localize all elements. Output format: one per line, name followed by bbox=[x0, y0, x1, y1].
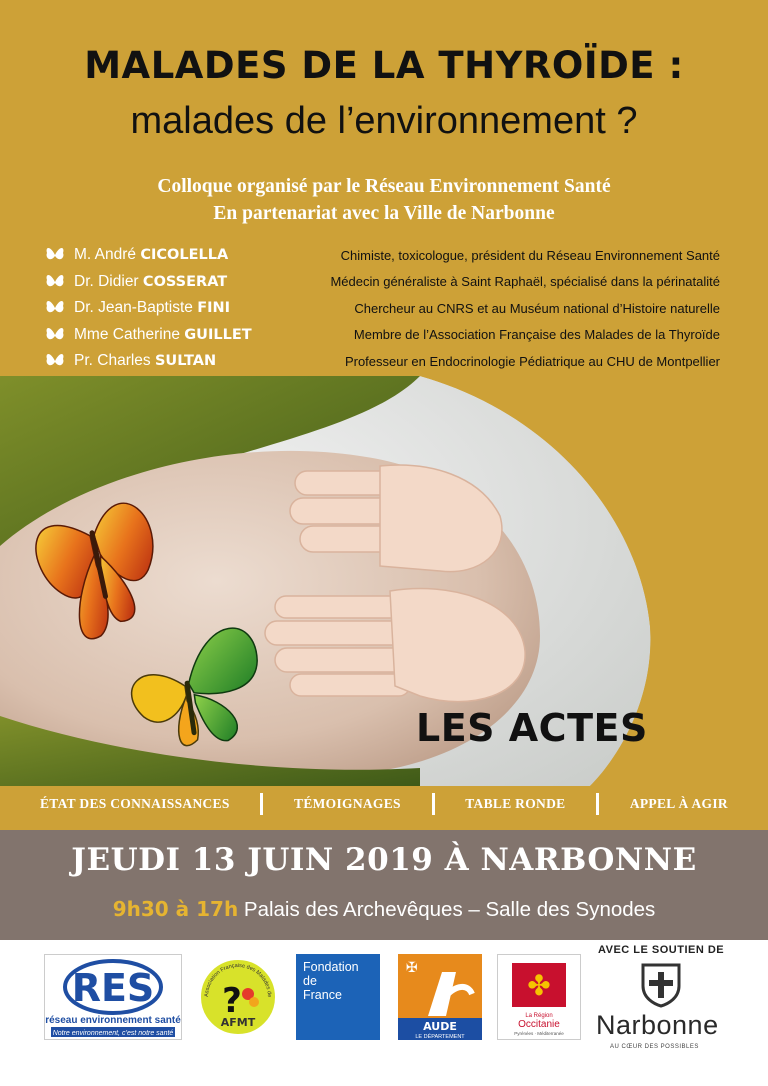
theme-item: APPEL À AGIR bbox=[629, 796, 728, 811]
speaker-row bbox=[44, 295, 734, 322]
speaker-role: Chimiste, toxicologue, président du Réseau Environnement Santé bbox=[340, 247, 720, 263]
narbonne-label: Narbonne bbox=[596, 1010, 719, 1040]
subtitle-line-1: Colloque organisé par le Réseau Environnement Santé bbox=[157, 176, 611, 197]
butterfly-icon bbox=[44, 245, 66, 265]
speaker-name: Dr. Jean-Baptiste FINI bbox=[74, 299, 231, 317]
occitanie-sub: Pyrénées · Méditerranée bbox=[514, 1031, 564, 1036]
aude-sub: LE DÉPARTEMENT bbox=[415, 1034, 465, 1040]
butterfly-icon bbox=[44, 272, 66, 292]
speaker-name: Mme Catherine GUILLET bbox=[74, 325, 252, 343]
divider bbox=[432, 793, 435, 815]
soutien-label: AVEC LE SOUTIEN DE bbox=[598, 944, 725, 956]
theme-item: TABLE RONDE bbox=[465, 796, 566, 811]
event-venue bbox=[0, 897, 768, 922]
afmt-logo bbox=[196, 954, 280, 1040]
divider bbox=[260, 793, 263, 815]
res-name: réseau environnement santé bbox=[45, 1015, 181, 1026]
divider bbox=[596, 793, 599, 815]
aude-label: AUDE bbox=[423, 1020, 457, 1033]
speaker-row bbox=[44, 348, 734, 375]
event-hours: 9h30 à 17h bbox=[112, 897, 239, 921]
speaker-row bbox=[44, 322, 734, 349]
speaker-name: Dr. Didier COSSERAT bbox=[74, 272, 228, 290]
fondation-de-france-logo: Fondation de France bbox=[296, 954, 380, 1040]
occitanie-label: Occitanie bbox=[518, 1019, 560, 1030]
res-logo bbox=[44, 954, 182, 1040]
speaker-role: Membre de l’Association Française des Malades de la Thyroïde bbox=[353, 327, 720, 343]
speaker-row bbox=[44, 269, 734, 296]
theme-item: ÉTAT DES CONNAISSANCES bbox=[40, 796, 230, 811]
speaker-name: M. André CICOLELLA bbox=[74, 246, 229, 264]
speaker-role: Professeur en Endocrinologie Pédiatrique au CHU de Montpellier bbox=[344, 353, 720, 369]
title-line-1: MALADES DE LA THYROÏDE : bbox=[84, 44, 684, 87]
theme-item: TÉMOIGNAGES bbox=[294, 796, 401, 811]
butterfly-icon bbox=[44, 298, 66, 318]
occitanie-logo bbox=[497, 954, 581, 1040]
narbonne-crest-icon bbox=[640, 962, 682, 1008]
occitanie-small: La Région bbox=[525, 1013, 553, 1019]
subtitle-line-2: En partenariat avec la Ville de Narbonne bbox=[213, 203, 555, 224]
speaker-role: Médecin généraliste à Saint Raphaël, spécialisé dans la périnatalité bbox=[330, 274, 720, 290]
svg-text:?: ? bbox=[222, 981, 242, 1021]
res-letters: RES bbox=[71, 966, 155, 1010]
title-line-2: malades de l’environnement ? bbox=[130, 100, 638, 142]
belly-photo bbox=[0, 376, 768, 786]
les-actes-heading: LES ACTES bbox=[416, 706, 648, 750]
event-date: JEUDI 13 JUIN 2019 À NARBONNE bbox=[71, 842, 697, 878]
svg-text:✠: ✠ bbox=[406, 960, 418, 976]
speaker-row bbox=[44, 242, 734, 269]
narbonne-tagline: AU CŒUR DES POSSIBLES bbox=[610, 1044, 699, 1050]
themes-bar bbox=[40, 793, 728, 815]
aude-logo bbox=[398, 954, 482, 1040]
event-place: Palais des Archevêques – Salle des Synodes bbox=[243, 898, 656, 921]
afmt-arc-text: Association Française des Malades de bbox=[203, 962, 273, 998]
res-tagline: Notre environnement, c’est notre santé bbox=[52, 1030, 174, 1037]
afmt-label: AFMT bbox=[220, 1016, 256, 1029]
butterfly-icon bbox=[44, 351, 66, 371]
speaker-name: Pr. Charles SULTAN bbox=[74, 352, 217, 370]
speaker-list bbox=[44, 242, 734, 375]
speaker-role: Chercheur au CNRS et au Muséum national d’Histoire naturelle bbox=[354, 300, 720, 316]
butterfly-icon bbox=[44, 325, 66, 345]
svg-text:✤: ✤ bbox=[527, 969, 551, 1002]
